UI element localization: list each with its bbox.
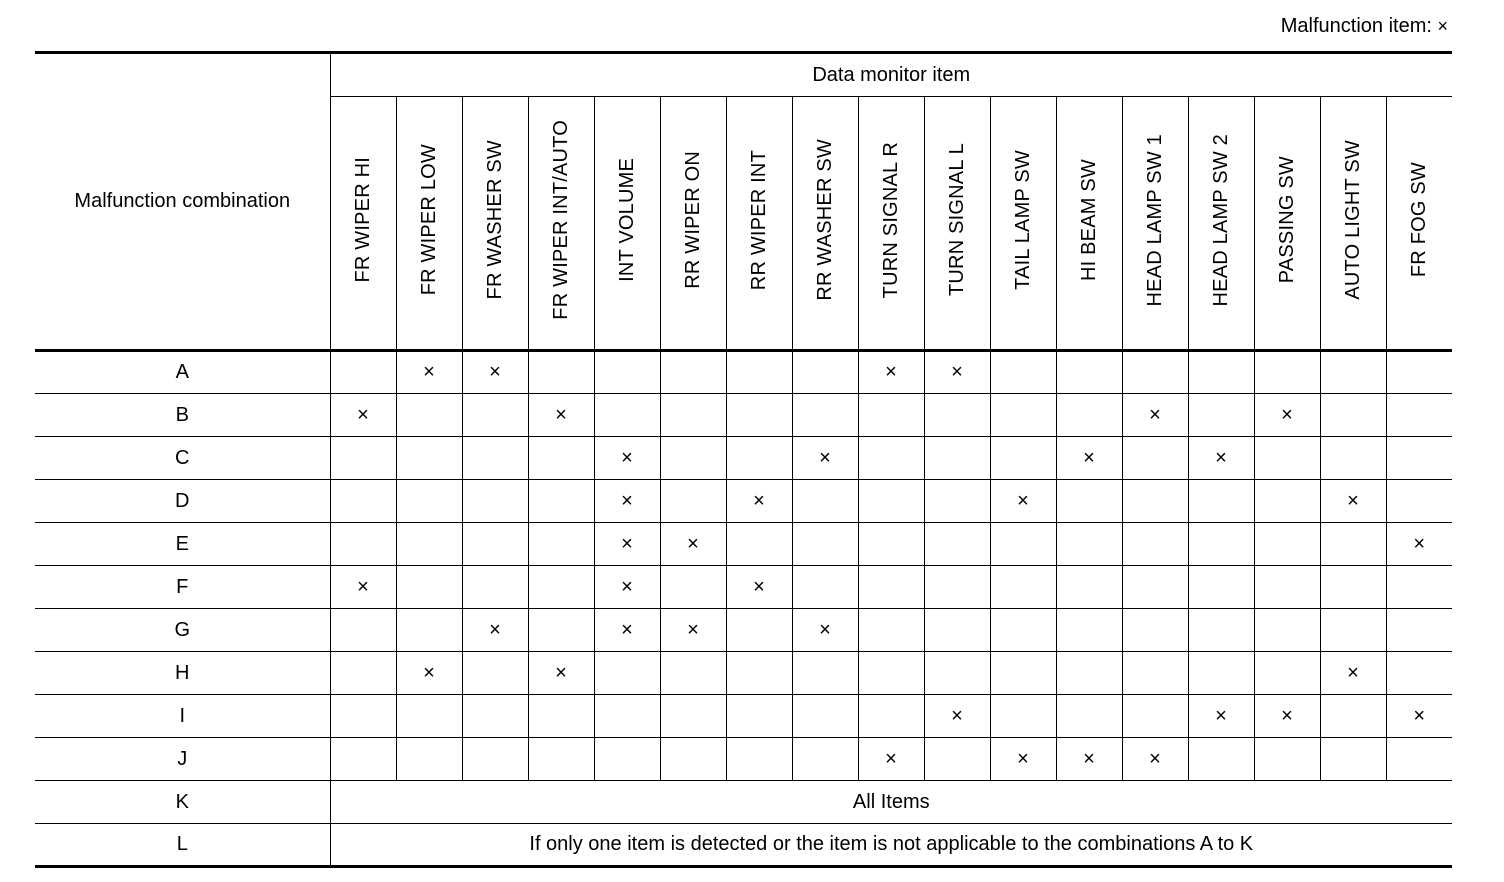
empty-cell [1122,523,1188,566]
malfunction-mark: × [1056,738,1122,781]
empty-cell [1254,437,1320,480]
empty-cell [594,351,660,394]
empty-cell [1254,480,1320,523]
empty-cell [924,738,990,781]
empty-cell [396,695,462,738]
empty-cell [1254,566,1320,609]
empty-cell [1320,738,1386,781]
malfunction-mark: × [660,523,726,566]
empty-cell [726,523,792,566]
table-row [35,480,1452,523]
malfunction-mark: × [462,609,528,652]
empty-cell [792,523,858,566]
empty-cell [1320,695,1386,738]
empty-cell [792,351,858,394]
empty-cell [990,695,1056,738]
malfunction-mark: × [1320,652,1386,695]
empty-cell [1386,652,1452,695]
malfunction-mark: × [594,437,660,480]
empty-cell [660,394,726,437]
table-row [35,824,1452,867]
empty-cell [462,566,528,609]
malfunction-mark: × [330,566,396,609]
malfunction-combination-header: Malfunction combination [35,53,330,351]
empty-cell [1188,480,1254,523]
empty-cell [396,523,462,566]
empty-cell [1386,351,1452,394]
empty-cell [1056,394,1122,437]
empty-cell [1188,609,1254,652]
table-row [35,566,1452,609]
header-row [35,53,1452,97]
column-label: FR FOG SW [1407,162,1430,278]
column-header-auto-light-sw [1320,97,1386,351]
empty-cell [528,523,594,566]
empty-cell [1254,351,1320,394]
malfunction-mark: × [1188,695,1254,738]
malfunction-mark: × [726,480,792,523]
empty-cell [396,566,462,609]
empty-cell [594,738,660,781]
empty-cell [1188,523,1254,566]
empty-cell [1386,437,1452,480]
empty-cell [330,437,396,480]
empty-cell [792,480,858,523]
empty-cell [594,652,660,695]
malfunction-mark: × [924,351,990,394]
empty-cell [726,695,792,738]
empty-cell [726,394,792,437]
combination-label: I [35,695,330,738]
combination-label: C [35,437,330,480]
column-header-head-lamp-sw-1 [1122,97,1188,351]
malfunction-mark: × [1122,394,1188,437]
legend-label: Malfunction item: [1280,15,1432,37]
malfunction-mark: × [462,351,528,394]
empty-cell [462,394,528,437]
empty-cell [1386,738,1452,781]
malfunction-mark: × [396,351,462,394]
column-header-rr-wiper-int [726,97,792,351]
combination-label: B [35,394,330,437]
empty-cell [1056,351,1122,394]
span-description: If only one item is detected or the item is not applicable to the combinations A to K [330,824,1452,867]
empty-cell [1254,738,1320,781]
empty-cell [1122,609,1188,652]
table-row [35,781,1452,824]
table-row [35,437,1452,480]
empty-cell [1188,566,1254,609]
empty-cell [1122,652,1188,695]
empty-cell [1122,480,1188,523]
empty-cell [594,695,660,738]
empty-cell [462,652,528,695]
empty-cell [990,394,1056,437]
empty-cell [1188,652,1254,695]
empty-cell [330,523,396,566]
malfunction-mark: × [858,351,924,394]
empty-cell [396,394,462,437]
malfunction-mark: × [1056,437,1122,480]
column-label: RR WASHER SW [813,139,836,301]
column-header-fr-wiper-low [396,97,462,351]
empty-cell [330,351,396,394]
empty-cell [726,437,792,480]
malfunction-mark: × [792,609,858,652]
legend [1281,15,1448,38]
malfunction-mark: × [1188,437,1254,480]
column-label: HEAD LAMP SW 2 [1209,133,1232,307]
column-header-passing-sw [1254,97,1320,351]
column-header-fr-washer-sw [462,97,528,351]
malfunction-mark: × [660,609,726,652]
malfunction-mark: × [594,523,660,566]
empty-cell [396,609,462,652]
column-label: FR WIPER INT/AUTO [549,120,572,320]
empty-cell [660,738,726,781]
column-header-turn-signal-r [858,97,924,351]
column-label: TURN SIGNAL R [879,141,902,299]
empty-cell [396,738,462,781]
empty-cell [858,480,924,523]
empty-cell [726,351,792,394]
empty-cell [528,566,594,609]
empty-cell [792,695,858,738]
combination-label: J [35,738,330,781]
empty-cell [1122,351,1188,394]
empty-cell [924,609,990,652]
empty-cell [462,738,528,781]
malfunction-mark: × [330,394,396,437]
malfunction-mark: × [726,566,792,609]
empty-cell [924,523,990,566]
empty-cell [1320,351,1386,394]
column-header-fr-wiper-hi [330,97,396,351]
empty-cell [1386,394,1452,437]
column-label: AUTO LIGHT SW [1341,140,1364,300]
empty-cell [924,394,990,437]
column-label: HI BEAM SW [1077,158,1100,281]
empty-cell [594,394,660,437]
empty-cell [528,738,594,781]
empty-cell [1254,523,1320,566]
empty-cell [528,695,594,738]
empty-cell [1188,738,1254,781]
malfunction-mark: × [990,738,1056,781]
malfunction-mark: × [858,738,924,781]
empty-cell [396,480,462,523]
table-row [35,609,1452,652]
empty-cell [660,566,726,609]
malfunction-mark: × [396,652,462,695]
empty-cell [990,652,1056,695]
combination-label: H [35,652,330,695]
combination-label: L [35,824,330,867]
empty-cell [660,695,726,738]
empty-cell [1254,652,1320,695]
malfunction-mark: × [1254,695,1320,738]
table-row [35,394,1452,437]
column-label: TURN SIGNAL L [945,143,968,297]
table-row [35,652,1452,695]
empty-cell [660,652,726,695]
empty-cell [660,351,726,394]
combination-label: F [35,566,330,609]
empty-cell [528,609,594,652]
malfunction-mark: × [1254,394,1320,437]
empty-cell [1056,566,1122,609]
column-label: HEAD LAMP SW 1 [1143,133,1166,307]
column-label: FR WIPER HI [351,157,374,283]
empty-cell [330,609,396,652]
malfunction-matrix-table [35,51,1452,868]
empty-cell [330,652,396,695]
empty-cell [528,480,594,523]
empty-cell [858,609,924,652]
empty-cell [462,523,528,566]
legend-mark: × [1437,16,1448,36]
empty-cell [462,695,528,738]
malfunction-mark: × [1386,695,1452,738]
column-label: RR WIPER INT [747,149,770,291]
malfunction-mark: × [528,394,594,437]
column-label: FR WASHER SW [483,140,506,300]
empty-cell [1320,566,1386,609]
empty-cell [462,437,528,480]
empty-cell [1320,437,1386,480]
empty-cell [660,480,726,523]
empty-cell [726,738,792,781]
empty-cell [1386,566,1452,609]
empty-cell [924,437,990,480]
empty-cell [528,351,594,394]
combination-label: D [35,480,330,523]
empty-cell [858,523,924,566]
malfunction-mark: × [792,437,858,480]
malfunction-mark: × [594,480,660,523]
malfunction-mark: × [594,609,660,652]
empty-cell [1122,695,1188,738]
empty-cell [1188,351,1254,394]
empty-cell [924,566,990,609]
combination-label: A [35,351,330,394]
combination-label: E [35,523,330,566]
column-label: FR WIPER LOW [417,144,440,296]
empty-cell [924,480,990,523]
empty-cell [1122,437,1188,480]
empty-cell [858,437,924,480]
empty-cell [858,695,924,738]
empty-cell [1320,609,1386,652]
column-header-int-volume [594,97,660,351]
empty-cell [1320,394,1386,437]
table-row [35,695,1452,738]
empty-cell [1188,394,1254,437]
column-label: INT VOLUME [615,158,638,282]
empty-cell [660,437,726,480]
empty-cell [792,394,858,437]
empty-cell [990,437,1056,480]
empty-cell [990,351,1056,394]
malfunction-mark: × [1320,480,1386,523]
span-description: All Items [330,781,1452,824]
empty-cell [396,437,462,480]
column-label: RR WIPER ON [681,151,704,289]
table-row [35,351,1452,394]
column-header-fr-fog-sw [1386,97,1452,351]
table-row [35,523,1452,566]
column-header-hi-beam-sw [1056,97,1122,351]
empty-cell [1320,523,1386,566]
empty-cell [858,652,924,695]
column-header-rr-washer-sw [792,97,858,351]
empty-cell [990,523,1056,566]
empty-cell [330,738,396,781]
empty-cell [858,394,924,437]
empty-cell [1386,480,1452,523]
column-header-tail-lamp-sw [990,97,1056,351]
combination-label: K [35,781,330,824]
empty-cell [1254,609,1320,652]
empty-cell [792,566,858,609]
table-row [35,738,1452,781]
empty-cell [924,652,990,695]
malfunction-mark: × [1386,523,1452,566]
column-header-rr-wiper-on [660,97,726,351]
column-header-head-lamp-sw-2 [1188,97,1254,351]
empty-cell [1056,652,1122,695]
data-monitor-item-header: Data monitor item [330,53,1452,97]
empty-cell [1122,566,1188,609]
combination-label: G [35,609,330,652]
empty-cell [726,609,792,652]
column-label: PASSING SW [1275,156,1298,284]
empty-cell [1056,523,1122,566]
empty-cell [1056,695,1122,738]
malfunction-mark: × [594,566,660,609]
empty-cell [330,480,396,523]
malfunction-mark: × [990,480,1056,523]
empty-cell [792,652,858,695]
malfunction-mark: × [924,695,990,738]
empty-cell [1056,480,1122,523]
empty-cell [1386,609,1452,652]
malfunction-mark: × [1122,738,1188,781]
empty-cell [330,695,396,738]
empty-cell [462,480,528,523]
empty-cell [990,609,1056,652]
empty-cell [726,652,792,695]
column-header-fr-wiper-int-auto [528,97,594,351]
empty-cell [792,738,858,781]
empty-cell [1056,609,1122,652]
column-label: TAIL LAMP SW [1011,150,1034,290]
column-header-turn-signal-l [924,97,990,351]
malfunction-mark: × [528,652,594,695]
empty-cell [528,437,594,480]
empty-cell [990,566,1056,609]
empty-cell [858,566,924,609]
